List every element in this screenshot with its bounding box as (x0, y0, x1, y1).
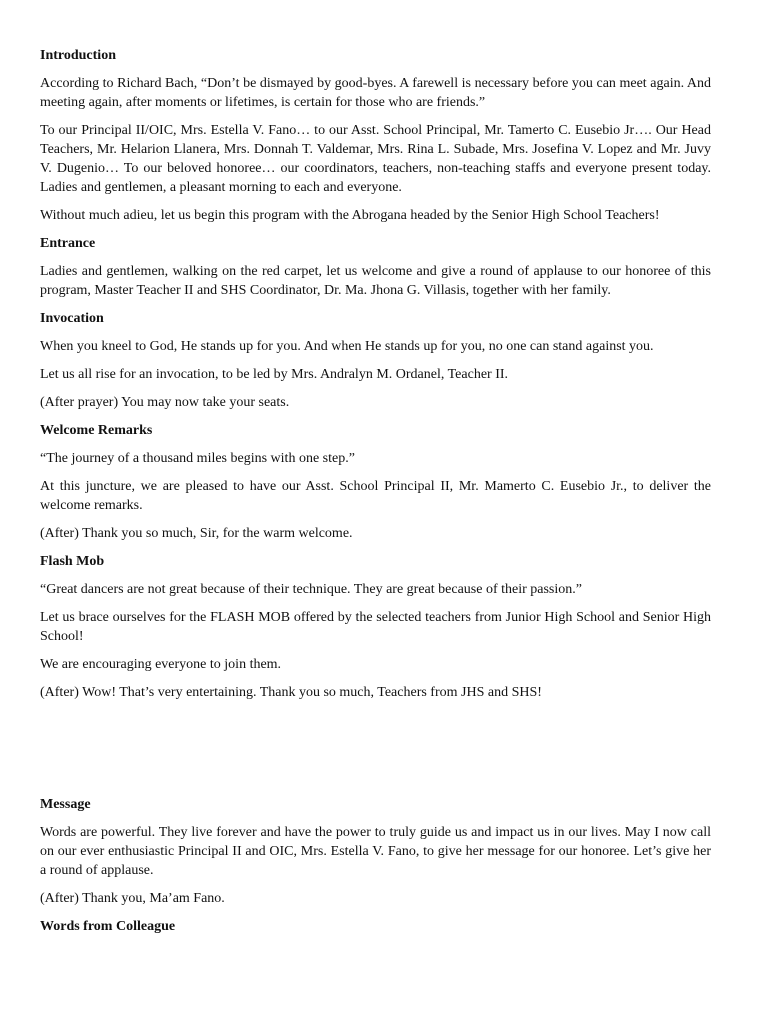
page-break-gap (40, 711, 711, 795)
section-welcome-remarks (40, 421, 711, 543)
section-heading: Introduction (40, 48, 116, 63)
paragraph: (After) Wow! That’s very entertaining. Thank you so much, Teachers from JHS and SHS! (40, 685, 542, 700)
paragraph: Ladies and gentlemen, walking on the red carpet, let us welcome and give a round of applause to our honoree of this program, Master Teacher II and SHS Coordinator, Dr. Ma. Jhona G. Villasis, together with her family. (40, 264, 711, 298)
section-heading: Invocation (40, 311, 104, 326)
section-heading: Words from Colleague (40, 919, 176, 934)
paragraph: Let us brace ourselves for the FLASH MOB offered by the selected teachers from Junior High School and Senior High School! (40, 610, 711, 644)
section-invocation (40, 309, 711, 412)
section-heading: Flash Mob (40, 554, 105, 569)
section-heading: Welcome Remarks (40, 423, 153, 438)
paragraph: “Great dancers are not great because of their technique. They are great because of their passion.” (40, 582, 582, 597)
paragraph: To our Principal II/OIC, Mrs. Estella V. Fano… to our Asst. School Principal, Mr. Tamerto C. Eusebio Jr…. Our Head Teachers, Mr. Helarion Llanera, Mrs. Donnah T. Valdemar, Mrs. Rina L. Subade, Mrs. Josefina V. Lopez and Mr. Juvy V. Dugenio… To our beloved honoree… our coordinators, teachers, non-teaching staffs and everyone present today. Ladies and gentlemen, a pleasant morning to each and everyone. (40, 123, 711, 195)
paragraph: When you kneel to God, He stands up for you. And when He stands up for you, no one can stand against you. (40, 339, 654, 354)
paragraph: We are encouraging everyone to join them. (40, 657, 282, 672)
paragraph: (After) Thank you, Ma’am Fano. (40, 891, 225, 906)
paragraph: At this juncture, we are pleased to have our Asst. School Principal II, Mr. Mamerto C. Eusebio Jr., to deliver the welcome remarks. (40, 479, 711, 513)
paragraph: According to Richard Bach, “Don’t be dismayed by good-byes. A farewell is necessary before you can meet again. And meeting again, after moments or lifetimes, is certain for those who are friends.” (40, 76, 711, 110)
paragraph: Let us all rise for an invocation, to be led by Mrs. Andralyn M. Ordanel, Teacher II. (40, 367, 509, 382)
section-heading: Message (40, 797, 91, 812)
paragraph: “The journey of a thousand miles begins with one step.” (40, 451, 355, 466)
paragraph: (After) Thank you so much, Sir, for the warm welcome. (40, 526, 353, 541)
document-page (40, 46, 711, 945)
paragraph: (After prayer) You may now take your seats. (40, 395, 290, 410)
paragraph: Without much adieu, let us begin this program with the Abrogana headed by the Senior High School Teachers! (40, 208, 660, 223)
section-message (40, 795, 711, 908)
section-entrance (40, 234, 711, 300)
section-introduction (40, 46, 711, 225)
section-flash-mob (40, 552, 711, 702)
section-heading: Entrance (40, 236, 96, 251)
section-words-from-colleague (40, 917, 711, 936)
paragraph: Words are powerful. They live forever and have the power to truly guide us and impact us in our lives. May I now call on our ever enthusiastic Principal II and OIC, Mrs. Estella V. Fano, to give her message for our honoree. Let’s give her a round of applause. (40, 825, 711, 878)
